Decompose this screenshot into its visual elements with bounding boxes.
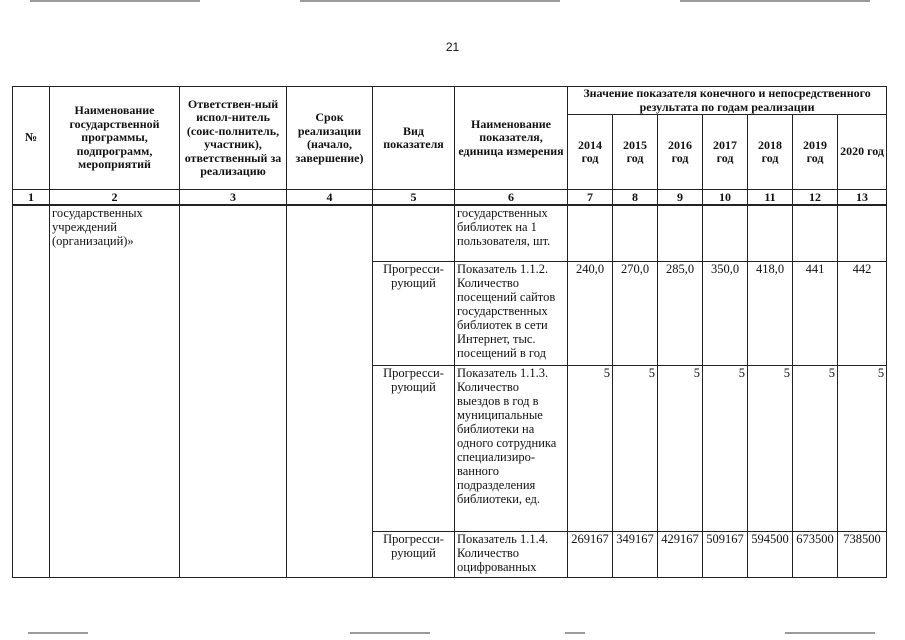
cell-value: 673500 (793, 531, 838, 577)
cell-value: 350,0 (703, 261, 748, 365)
column-number: 4 (287, 190, 373, 206)
header-col-program: Наименование государственной программы, подпрограмм, мероприятий (50, 87, 180, 190)
header-year: 2015 год (613, 115, 658, 190)
scan-top-line-right (680, 0, 870, 2)
cell-value: 509167 (703, 531, 748, 577)
scan-bottom-line-mid (350, 632, 430, 634)
cell-value: 5 (838, 365, 887, 531)
scan-top-line-mid (300, 0, 560, 2)
cell-value: 441 (793, 261, 838, 365)
cell-indicator-name: Показатель 1.1.4. Количество оцифрованных (455, 531, 568, 577)
cell-value: 5 (613, 365, 658, 531)
header-col-number: № (13, 87, 50, 190)
cell-indicator-name: Показатель 1.1.3. Количество выездов в год в муниципальные библиотеки на одного сотрудника специализиро-ванного подразделения библиотеки, ед. (455, 365, 568, 531)
header-year: 2018 год (748, 115, 793, 190)
header-year: 2020 год (838, 115, 887, 190)
column-number: 12 (793, 190, 838, 206)
header-col-indicator-name: Наименование показателя, единица измерения (455, 87, 568, 190)
column-number: 8 (613, 190, 658, 206)
cell-value: 240,0 (568, 261, 613, 365)
table-row (13, 205, 887, 261)
cell-value: 5 (568, 365, 613, 531)
cell-value: 269167 (568, 531, 613, 577)
column-number: 11 (748, 190, 793, 206)
column-number: 10 (703, 190, 748, 206)
page-number: 21 (445, 40, 460, 54)
header-year: 2019 год (793, 115, 838, 190)
cell-program-name: государственных учреждений (организаций)» (50, 205, 180, 577)
cell-executor (180, 205, 287, 577)
cell-value: 349167 (613, 531, 658, 577)
column-number: 5 (373, 190, 455, 206)
cell-value: 418,0 (748, 261, 793, 365)
cell-value: 5 (658, 365, 703, 531)
header-year: 2017 год (703, 115, 748, 190)
header-year: 2014 год (568, 115, 613, 190)
cell-indicator-type: Прогресси-рующий (373, 531, 455, 577)
cell-value: 5 (703, 365, 748, 531)
cell-value: 429167 (658, 531, 703, 577)
column-number: 7 (568, 190, 613, 206)
cell-value: 5 (748, 365, 793, 531)
cell-indicator-name: государственных библиотек на 1 пользователя, шт. (455, 205, 568, 261)
column-number: 3 (180, 190, 287, 206)
header-year: 2016 год (658, 115, 703, 190)
cell-value (838, 205, 887, 261)
cell-period (287, 205, 373, 577)
header-values-group: Значение показателя конечного и непосредственного результата по годам реализации (568, 87, 887, 115)
column-number: 1 (13, 190, 50, 206)
scan-top-line-left (30, 0, 200, 2)
scan-bottom-line-far (785, 632, 875, 634)
cell-value (658, 205, 703, 261)
column-number: 9 (658, 190, 703, 206)
cell-indicator-name: Показатель 1.1.2. Количество посещений сайтов государственных библиотек в сети Интернет, тыс. посещений в год (455, 261, 568, 365)
cell-value (793, 205, 838, 261)
cell-value: 442 (838, 261, 887, 365)
cell-indicator-type: Прогресси-рующий (373, 365, 455, 531)
cell-value: 5 (793, 365, 838, 531)
cell-indicator-type: Прогресси-рующий (373, 261, 455, 365)
scan-bottom-line-left (28, 632, 88, 634)
header-col-indicator-type: Вид показателя (373, 87, 455, 190)
header-col-executor: Ответствен-ный испол-нитель (соис-полнитель, участник), ответственный за реализацию (180, 87, 287, 190)
cell-value (748, 205, 793, 261)
cell-value: 285,0 (658, 261, 703, 365)
indicators-table (12, 86, 887, 578)
scan-bottom-line-right (565, 632, 585, 634)
column-number: 6 (455, 190, 568, 206)
cell-value: 594500 (748, 531, 793, 577)
cell-value (613, 205, 658, 261)
cell-value: 738500 (838, 531, 887, 577)
cell-number (13, 205, 50, 577)
cell-value: 270,0 (613, 261, 658, 365)
cell-indicator-type (373, 205, 455, 261)
cell-value (703, 205, 748, 261)
column-number: 2 (50, 190, 180, 206)
header-col-period: Срок реализации (начало, завершение) (287, 87, 373, 190)
column-number: 13 (838, 190, 887, 206)
cell-value (568, 205, 613, 261)
